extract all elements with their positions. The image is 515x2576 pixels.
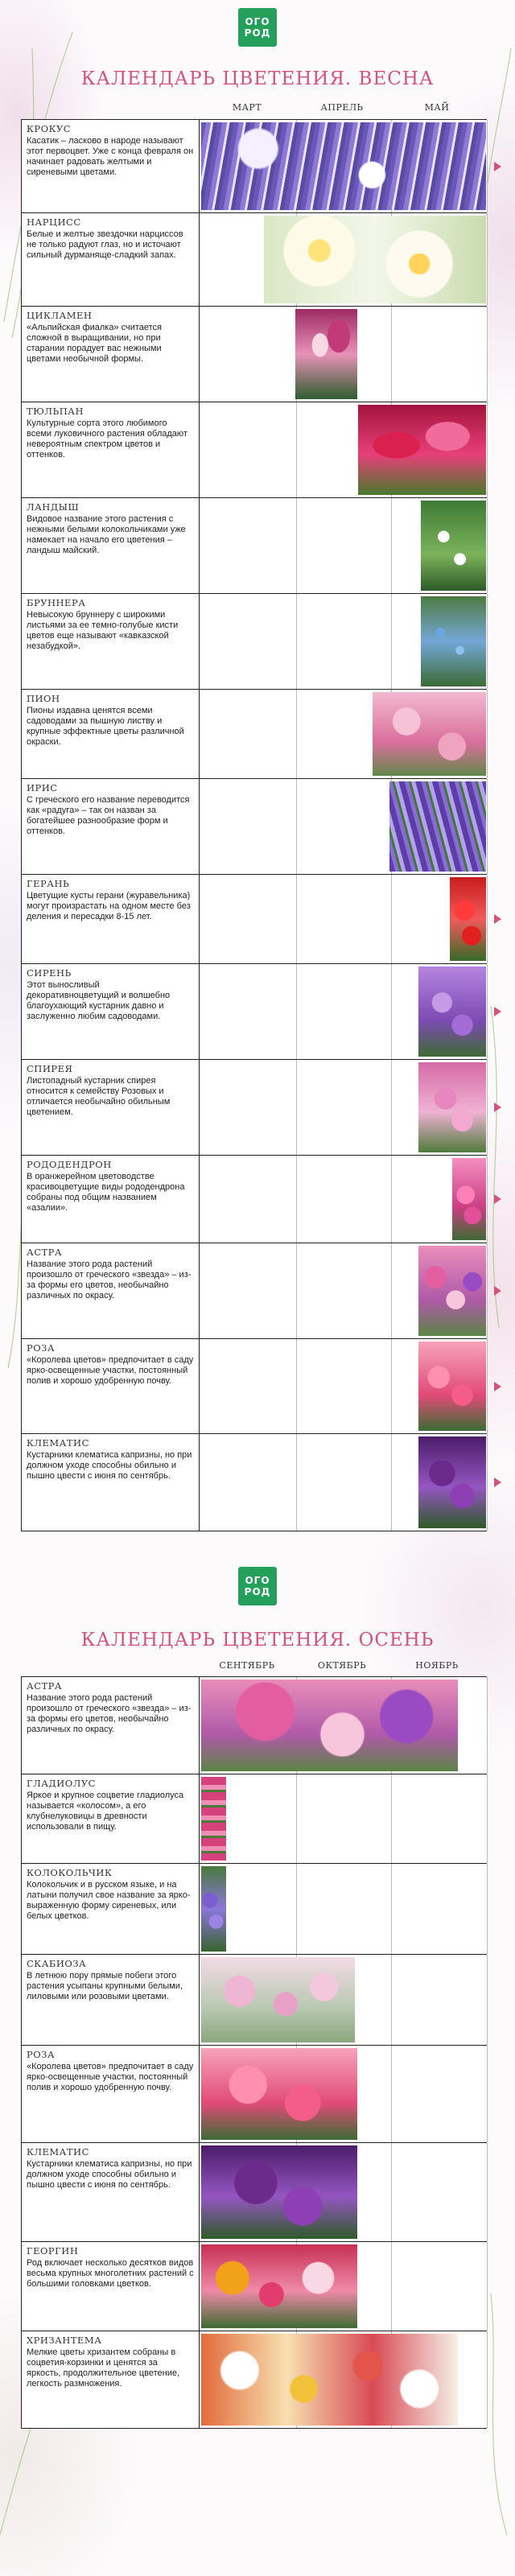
continues-arrow-icon — [494, 1007, 501, 1016]
month-column — [296, 1060, 393, 1155]
month-column — [296, 498, 393, 593]
plant-text: Листопадный кустарник спирея относится к семейству Розовых и отличается необычайно обильным цветением. — [27, 1076, 171, 1117]
plant-name: СКАБИОЗА — [27, 1958, 87, 1969]
month-column — [296, 1243, 393, 1338]
month-column — [200, 1339, 297, 1433]
month-column — [391, 2143, 488, 2241]
plant-row — [22, 1243, 487, 1339]
plant-description — [22, 1156, 200, 1243]
plant-description — [22, 875, 200, 963]
rose-photo — [418, 1342, 486, 1431]
ogorod-logo[interactable]: ОГО РОД — [238, 8, 277, 47]
month-column — [296, 1156, 393, 1243]
plant-name: ЛАНДЫШ — [27, 501, 80, 513]
month-label: НОЯБРЬ — [415, 1660, 459, 1671]
continues-arrow-icon — [494, 1103, 501, 1112]
plant-text: Кустарники клематиса капризны, но при должном уходе способны обильно и пышно цвести с июня по сентябрь. — [27, 2159, 192, 2190]
spiraea-photo — [418, 1062, 486, 1152]
plant-text: Невысокую бруннеру с широкими листьями за ее темно-голубые кисти цветов еще называют «кавказской незабудкой». — [27, 610, 179, 651]
continues-arrow-icon — [494, 1478, 501, 1487]
plant-row — [22, 1156, 487, 1243]
plant-row — [22, 1774, 487, 1864]
lily-of-the-valley-photo — [421, 501, 486, 591]
plant-description — [22, 213, 200, 306]
plant-text: Этот выносливый декоративноцветущий и волшебно благоухающий кустарник давно и заслуженно любим садоводами. — [27, 980, 171, 1021]
plant-text: Название этого рода растений произошло от греческого «звезда» – из-за формы его цветов, необычайно различных по окрасу. — [27, 1259, 192, 1300]
plant-description — [22, 2242, 200, 2331]
plant-name: КРОКУС — [27, 123, 72, 134]
plant-name: ЦИКЛАМЕН — [27, 310, 93, 321]
plant-name: СПИРЕЯ — [27, 1063, 73, 1074]
month-column — [200, 1156, 297, 1243]
plant-name: ГЕРАНЬ — [27, 878, 70, 889]
plant-description — [22, 2046, 200, 2142]
plant-row — [22, 594, 487, 690]
plant-row — [22, 779, 487, 875]
plant-row — [22, 1864, 487, 1955]
plant-description — [22, 1434, 200, 1531]
month-label: МАРТ — [232, 102, 262, 113]
plant-text: Касатик – ласково в народе называют этот первоцвет. Уже с конца февраля он начинает радовать желтыми и сиреневыми цветами. — [27, 136, 194, 177]
month-column — [200, 779, 297, 874]
spring-title: КАЛЕНДАРЬ ЦВЕТЕНИЯ. ВЕСНА — [80, 68, 435, 89]
plant-text: В оранжерейном цветоводстве красивоцветущие виды рододендрона собраны под общим названием «азалии». — [27, 1172, 185, 1213]
month-column — [200, 1434, 297, 1531]
month-column — [296, 875, 393, 963]
month-column — [296, 1774, 393, 1863]
plant-description — [22, 1339, 200, 1433]
plant-row — [22, 1955, 487, 2046]
tulip-photo — [358, 405, 486, 495]
continues-arrow-icon — [494, 914, 501, 924]
plant-description — [22, 1774, 200, 1863]
plant-text: Культурные сорта этого любимого всеми луковичного растения обладают невероятным спектром цветов и оттенков. — [27, 418, 187, 460]
plant-row — [22, 498, 487, 594]
plant-row — [22, 2046, 487, 2143]
continues-arrow-icon — [494, 1194, 501, 1204]
plant-name: АСТРА — [27, 1680, 63, 1692]
plant-description — [22, 1060, 200, 1155]
plant-name: АСТРА — [27, 1247, 63, 1258]
spring-month-header — [0, 102, 515, 117]
plant-description — [22, 1955, 200, 2045]
month-column — [391, 1864, 488, 1954]
geranium-photo — [450, 877, 486, 961]
plant-text: Цветущие кусты герани (журавельника) могут произрастать на одном месте без деления и пересадки 8-15 лет. — [27, 891, 191, 921]
month-column — [200, 875, 297, 963]
month-column — [200, 594, 297, 689]
month-column — [296, 1864, 393, 1954]
month-column — [391, 1955, 488, 2045]
plant-text: Белые и желтые звездочки нарциссов не только радуют глаз, но и источают сильный дурманяще-сладкий запах. — [27, 229, 183, 260]
plant-description — [22, 307, 200, 402]
dahlia-photo — [201, 2244, 357, 2328]
rhododendron-photo — [452, 1158, 486, 1240]
plant-description — [22, 594, 200, 689]
month-column — [200, 690, 297, 778]
month-column — [391, 1774, 488, 1863]
plant-text: С греческого его название переводится как «радуга» – так он назван за богатейшее разнообразие форм и оттенков. — [27, 795, 190, 836]
month-column — [296, 594, 393, 689]
rose-photo — [201, 2048, 357, 2140]
month-column — [391, 307, 488, 402]
month-label: АПРЕЛЬ — [320, 102, 364, 113]
brunnera-photo — [421, 596, 486, 686]
aster-photo — [418, 1246, 486, 1336]
plant-text: Колокольчик и в русском языке, и на латыни получил свое название за ярко-выраженную форму сиреневых, или белых цветков. — [27, 1880, 191, 1921]
bellflower-photo — [201, 1866, 226, 1952]
plant-name: ТЮЛЬПАН — [27, 406, 84, 417]
plant-description — [22, 120, 200, 212]
month-column — [296, 779, 393, 874]
plant-name: ПИОН — [27, 693, 60, 704]
plant-text: В летнюю пору прямые побеги этого растения усыпаны крупными белыми, лиловыми или розовыми цветами. — [27, 1971, 183, 2001]
plant-row — [22, 2143, 487, 2242]
peony-photo — [373, 692, 486, 776]
chrysanthemum-photo — [201, 2334, 458, 2426]
month-column — [391, 2046, 488, 2142]
plant-row — [22, 2242, 487, 2331]
month-column — [200, 964, 297, 1059]
plant-name: РОЗА — [27, 2049, 56, 2060]
iris-photo — [389, 781, 486, 872]
month-column — [296, 964, 393, 1059]
plant-description — [22, 1677, 200, 1774]
plant-name: ИРИС — [27, 782, 58, 793]
plant-description — [22, 1243, 200, 1338]
plant-row — [22, 690, 487, 779]
clematis-photo — [201, 2145, 357, 2239]
plant-text: Видовое название этого растения с нежными белыми колокольчиками уже намекает на начало его цветения – ландыш майский. — [27, 514, 186, 555]
plant-name: КЛЕМАТИС — [27, 2146, 89, 2158]
plant-row — [22, 1339, 487, 1434]
plant-row — [22, 120, 487, 213]
plant-description — [22, 2143, 200, 2241]
plant-text: «Альпийская фиалка» считается сложной в выращивании, но при старании порадует вас нежными цветами необычной формы. — [27, 323, 163, 364]
continues-arrow-icon — [494, 162, 501, 171]
plant-description — [22, 779, 200, 874]
lilac-photo — [418, 967, 486, 1057]
plant-text: Название этого рода растений произошло от греческого «звезда» – из-за формы его цветов, необычайно различных по окрасу. — [27, 1693, 192, 1734]
plant-row — [22, 402, 487, 498]
month-column — [200, 1060, 297, 1155]
plant-name: РОЗА — [27, 1342, 56, 1354]
plant-name: БРУННЕРА — [27, 597, 86, 608]
plant-text: Кустарники клематиса капризны, но при должном уходе способны обильно и пышно цвести с июня по сентябрь. — [27, 1450, 192, 1481]
plant-row — [22, 307, 487, 402]
plant-description — [22, 690, 200, 778]
month-column — [391, 2242, 488, 2331]
plant-description — [22, 402, 200, 497]
plant-name: ГЛАДИОЛУС — [27, 1778, 96, 1789]
plant-text: Мелкие цветы хризантем собраны в соцветия-корзинки и ценятся за яркость, продолжительное цветение, легкость размножения. — [27, 2347, 180, 2388]
plant-description — [22, 1864, 200, 1954]
plant-name: РОДОДЕНДРОН — [27, 1159, 112, 1170]
plant-row — [22, 2331, 487, 2429]
month-column — [296, 1434, 393, 1531]
plant-row — [22, 213, 487, 307]
plant-row — [22, 1677, 487, 1774]
plant-text: «Королева цветов» предпочитает в саду ярко-освещенные участки, постоянный полив и хорошо удобренную почву. — [27, 1355, 194, 1386]
plant-name: ХРИЗАНТЕМА — [27, 2335, 102, 2346]
autumn-title: КАЛЕНДАРЬ ЦВЕТЕНИЯ. ОСЕНЬ — [80, 1630, 435, 1651]
plant-row — [22, 1060, 487, 1156]
plant-row — [22, 1434, 487, 1531]
crocus-photo — [201, 122, 486, 210]
plant-name: КЛЕМАТИС — [27, 1437, 89, 1449]
plant-description — [22, 2331, 200, 2428]
plant-text: «Королева цветов» предпочитает в саду ярко-освещенные участки, постоянный полив и хорошо удобренную почву. — [27, 2062, 194, 2092]
plant-description — [22, 498, 200, 593]
plant-row — [22, 964, 487, 1060]
plant-text: Яркое и крупное соцветие гладиолуса называется «колосом», а его клубнелуковицы в древности использовали в пищу. — [27, 1791, 184, 1832]
month-column — [200, 307, 297, 402]
autumn-bloom-table — [21, 1676, 487, 2429]
scabiosa-photo — [201, 1957, 355, 2042]
month-label: МАЙ — [424, 102, 450, 113]
plant-text: Пионы издавна ценятся всеми садоводами за пышную листву и крупные эффектные цветы различной окраски. — [27, 706, 184, 747]
aster-photo — [201, 1680, 458, 1771]
plant-name: СИРЕНЬ — [27, 967, 72, 979]
plant-text: Род включает несколько десятков видов весьма крупных многолетних растений с большими головками цветков. — [27, 2258, 194, 2289]
spring-bloom-table — [21, 119, 487, 1531]
ogorod-logo[interactable]: ОГО РОД — [238, 1567, 277, 1605]
plant-name: НАРЦИСС — [27, 216, 81, 228]
continues-arrow-icon — [494, 1286, 501, 1296]
month-label: ОКТЯБРЬ — [317, 1660, 367, 1671]
plant-description — [22, 964, 200, 1059]
plant-row — [22, 875, 487, 964]
cyclamen-photo — [295, 309, 357, 399]
plant-name: ГЕОРГИН — [27, 2245, 79, 2257]
clematis-photo — [418, 1436, 486, 1528]
month-column — [296, 1339, 393, 1433]
month-column — [200, 1243, 297, 1338]
narcissus-photo — [264, 216, 486, 303]
month-column — [200, 402, 297, 497]
continues-arrow-icon — [494, 1382, 501, 1391]
plant-name: КОЛОКОЛЬЧИК — [27, 1867, 113, 1878]
gladiolus-photo — [201, 1777, 226, 1861]
autumn-month-header — [0, 1660, 515, 1675]
month-column — [200, 498, 297, 593]
autumn-section — [0, 1557, 515, 2555]
month-label: СЕНТЯБРЬ — [219, 1660, 275, 1671]
